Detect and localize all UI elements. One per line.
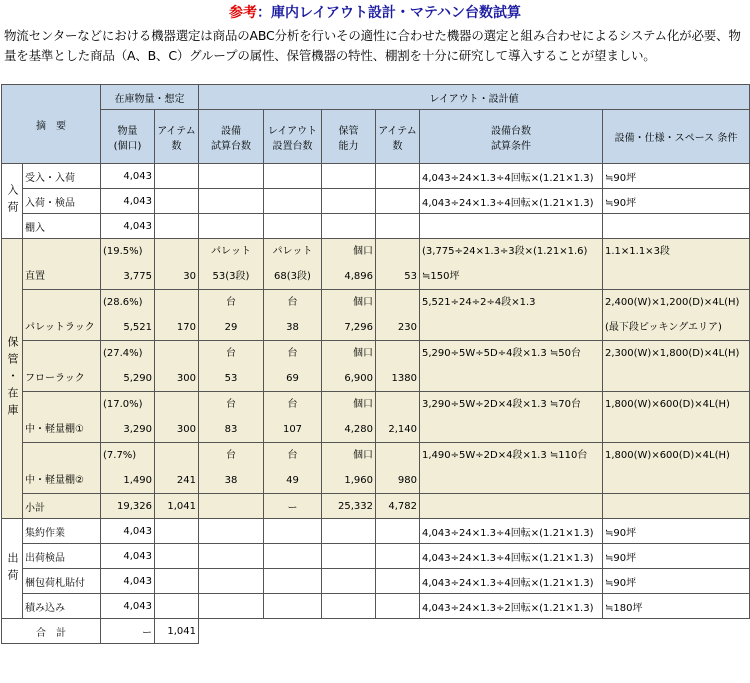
row-qty: (7.7%) 1,490 [101,443,155,494]
row-layout: 台 69 [264,341,322,392]
row-calc: 4,043÷24×1.3÷4回転×(1.21×1.3) [420,569,603,594]
empty-cell [376,214,420,239]
row-name: 直置 [23,239,101,290]
total-row [2,619,750,644]
storage-row [2,392,750,443]
inbound-row [2,189,750,214]
row-name: 中・軽量棚② [23,443,101,494]
empty-cell [199,569,264,594]
row-layout: 台 49 [264,443,322,494]
row-calc: 4,043÷24×1.3÷4回転×(1.21×1.3) [420,164,603,189]
storage-row [2,443,750,494]
outbound-row [2,569,750,594]
row-items2: 1380 [376,341,420,392]
row-spec: 1,800(W)×600(D)×4L(H) [603,443,750,494]
row-qty: 4,043 [101,164,155,189]
row-equip: 台 29 [199,290,264,341]
empty-cell [155,214,199,239]
row-calc: 1,490÷5W÷2D×4段×1.3 ≒110台 [420,443,603,494]
row-name: 梱包荷札貼付 [23,569,101,594]
empty-cell [322,189,376,214]
row-qty: 4,043 [101,594,155,619]
storage-label: 保管・在庫 [2,239,23,519]
storage-row [2,239,750,290]
row-items2: 980 [376,443,420,494]
row-capacity: 個口 4,896 [322,239,376,290]
row-capacity: 個口 6,900 [322,341,376,392]
row-qty: 4,043 [101,569,155,594]
row-qty: 4,043 [101,214,155,239]
empty-cell [264,569,322,594]
subtotal-capacity: 25,332 [322,494,376,519]
inbound-row [2,164,750,189]
row-spec: ≒90坪 [603,569,750,594]
outbound-row [2,519,750,544]
outbound-label: 出荷 [2,519,23,619]
empty-cell [376,164,420,189]
total-name: 合 計 [2,619,101,644]
empty-cell [264,189,322,214]
row-calc: (3,775÷24×1.3÷3段×(1.21×1.6) ≒150坪 [420,239,603,290]
row-name: 中・軽量棚① [23,392,101,443]
row-calc: 4,043÷24×1.3÷2回転×(1.21×1.3) [420,594,603,619]
subtotal-name: 小計 [23,494,101,519]
empty-cell [420,494,603,519]
empty-cell [155,164,199,189]
row-items2: 53 [376,239,420,290]
header-equip: 設備 試算台数 [199,110,264,164]
empty-cell [376,594,420,619]
row-name: 集約作業 [23,519,101,544]
inbound-label: 入荷 [2,164,23,239]
row-spec: 1.1×1.1×3段 [603,239,750,290]
intro-text: 物流センターなどにおける機器選定は商品のABC分析を行いその適性に合わせた機器の選定と組み合わせによるシステム化が必要、物量を基準とした商品（A、B、C）グループの属性、保管機器の特性、棚割を十分に研究して導入することが望ましい。 [4,28,741,63]
empty-cell [322,164,376,189]
empty-cell [322,214,376,239]
row-layout: パレット 68(3段) [264,239,322,290]
row-spec: ≒180坪 [603,594,750,619]
outbound-row [2,544,750,569]
row-items: 30 [155,239,199,290]
empty-cell [264,544,322,569]
header-group-stock: 在庫物量・想定 [101,85,199,110]
row-spec [603,214,750,239]
row-spec: 1,800(W)×600(D)×4L(H) [603,392,750,443]
row-items: 170 [155,290,199,341]
row-spec: 2,400(W)×1,200(D)×4L(H) (最下段ピッキングエリア) [603,290,750,341]
row-calc: 4,043÷24×1.3÷4回転×(1.21×1.3) [420,519,603,544]
header-summary: 摘 要 [2,85,101,164]
header-group-layout: レイアウト・設計値 [199,85,750,110]
subtotal-items: 1,041 [155,494,199,519]
row-calc [420,214,603,239]
row-items: 241 [155,443,199,494]
row-layout: 台 38 [264,290,322,341]
inbound-row [2,214,750,239]
empty-cell [322,519,376,544]
row-equip: 台 38 [199,443,264,494]
row-capacity: 個口 1,960 [322,443,376,494]
empty-cell [603,494,750,519]
row-name: 入荷・検品 [23,189,101,214]
empty-cell [376,544,420,569]
header-spec: 設備・仕様・スペース 条件 [603,110,750,164]
empty-cell [376,189,420,214]
header-capacity: 保管 能力 [322,110,376,164]
row-name: 積み込み [23,594,101,619]
row-calc: 4,043÷24×1.3÷4回転×(1.21×1.3) [420,189,603,214]
empty-cell [199,594,264,619]
row-equip: 台 83 [199,392,264,443]
subtotal-qty: 19,326 [101,494,155,519]
empty-cell [155,569,199,594]
row-name: 出荷検品 [23,544,101,569]
subtotal-row [2,494,750,519]
row-spec: 2,300(W)×1,800(D)×4L(H) [603,341,750,392]
header-qty: 物量 (個口) [101,110,155,164]
row-capacity: 個口 4,280 [322,392,376,443]
row-qty: (28.6%) 5,521 [101,290,155,341]
row-equip: 台 53 [199,341,264,392]
row-qty: (27.4%) 5,290 [101,341,155,392]
row-items2: 2,140 [376,392,420,443]
title-ref: 参考 [228,5,257,21]
empty-cell [322,569,376,594]
header-layout-units: レイアウト 設置台数 [264,110,322,164]
row-items2: 230 [376,290,420,341]
empty-cell [199,164,264,189]
row-equip: パレット 53(3段) [199,239,264,290]
empty-cell [199,544,264,569]
row-qty: (17.0%) 3,290 [101,392,155,443]
title-main: ：庫内レイアウト設計・マテハン台数試算 [256,5,522,21]
row-spec: ≒90坪 [603,544,750,569]
empty-cell [376,519,420,544]
outbound-row [2,594,750,619]
empty-cell [264,519,322,544]
row-name: パレットラック [23,290,101,341]
row-qty: 4,043 [101,544,155,569]
row-qty: 4,043 [101,519,155,544]
empty-cell [155,544,199,569]
subtotal-layout: ー [264,494,322,519]
empty-cell [199,214,264,239]
empty-cell [264,164,322,189]
total-qty: ー [101,619,155,644]
page-title [0,2,750,22]
header-calc: 設備台数 試算条件 [420,110,603,164]
storage-row [2,290,750,341]
row-layout: 台 107 [264,392,322,443]
empty-cell [155,519,199,544]
storage-row [2,341,750,392]
layout-table [1,84,750,644]
header-items: アイテム 数 [155,110,199,164]
row-calc: 5,290÷5W÷5D÷4段×1.3 ≒50台 [420,341,603,392]
row-name: 受入・入荷 [23,164,101,189]
row-spec: ≒90坪 [603,519,750,544]
row-qty: 4,043 [101,189,155,214]
row-items: 300 [155,341,199,392]
row-name: フローラック [23,341,101,392]
row-spec: ≒90坪 [603,164,750,189]
empty-cell [199,189,264,214]
row-name: 棚入 [23,214,101,239]
row-calc: 4,043÷24×1.3÷4回転×(1.21×1.3) [420,544,603,569]
header-items2: アイテム 数 [376,110,420,164]
row-items: 300 [155,392,199,443]
row-spec: ≒90坪 [603,189,750,214]
total-items: 1,041 [155,619,199,644]
row-capacity: 個口 7,296 [322,290,376,341]
empty-cell [264,594,322,619]
row-calc: 3,290÷5W÷2D×4段×1.3 ≒70台 [420,392,603,443]
row-calc: 5,521÷24÷2÷4段×1.3 [420,290,603,341]
empty-cell [199,519,264,544]
empty-cell [322,594,376,619]
subtotal-items2: 4,782 [376,494,420,519]
empty-cell [155,594,199,619]
row-qty: (19.5%) 3,775 [101,239,155,290]
empty-cell [155,189,199,214]
empty-cell [264,214,322,239]
empty-cell [322,544,376,569]
empty-cell [376,569,420,594]
subtotal-equip [199,494,264,519]
